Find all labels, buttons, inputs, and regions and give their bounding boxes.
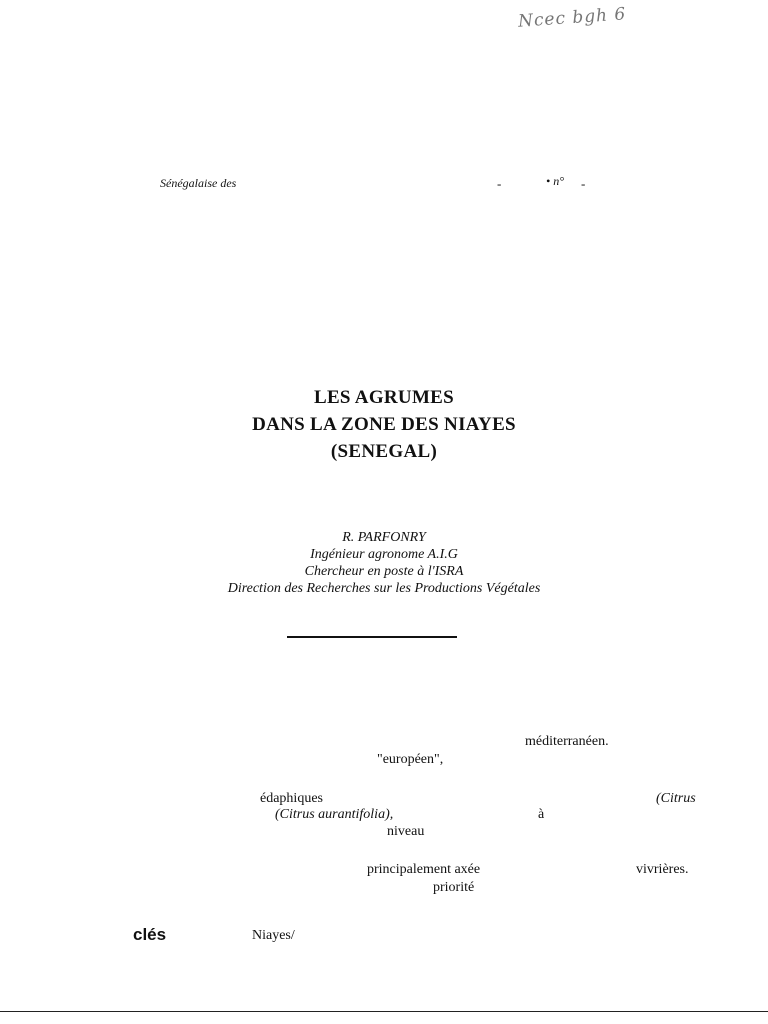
author-department: Direction des Recherches sur les Productions Végétales	[227, 581, 541, 596]
handwritten-annotation: Ncec bgh 6	[517, 4, 627, 32]
abstract-fragment: méditerranéen.	[525, 734, 609, 749]
keyword-item: Niayes/	[252, 928, 295, 943]
title-line: LES AGRUMES	[313, 387, 455, 408]
issue-number-fragment: • n°	[546, 174, 564, 188]
document-title	[0, 384, 768, 465]
abstract-fragment: priorité	[433, 880, 475, 895]
abstract-fragment: (Citrus	[656, 791, 696, 806]
author-position: Chercheur en poste à l'ISRA	[304, 564, 464, 579]
abstract-fragment: principalement axée	[367, 862, 481, 877]
author-block	[0, 529, 768, 597]
abstract-fragment: à	[538, 807, 545, 822]
title-line: DANS LA ZONE DES NIAYES	[252, 414, 516, 435]
header-dash: -	[497, 176, 502, 191]
header-dash: -	[581, 176, 586, 191]
abstract-fragment: (Citrus aurantifolia),	[275, 807, 394, 822]
author-title: Ingénieur agronome A.I.G	[310, 547, 458, 562]
abstract-fragment: niveau	[387, 824, 425, 839]
author-name: R. PARFONRY	[342, 530, 426, 545]
title-line: (SENEGAL)	[330, 441, 438, 462]
abstract-fragment: vivrières.	[636, 862, 689, 877]
page-bottom-rule	[0, 1011, 768, 1012]
journal-name-fragment: Sénégalaise des	[160, 176, 237, 190]
title-separator-rule	[287, 636, 457, 638]
keywords-label: clés	[133, 925, 167, 944]
abstract-fragment: édaphiques	[260, 791, 323, 806]
abstract-fragment: "européen",	[377, 752, 444, 767]
